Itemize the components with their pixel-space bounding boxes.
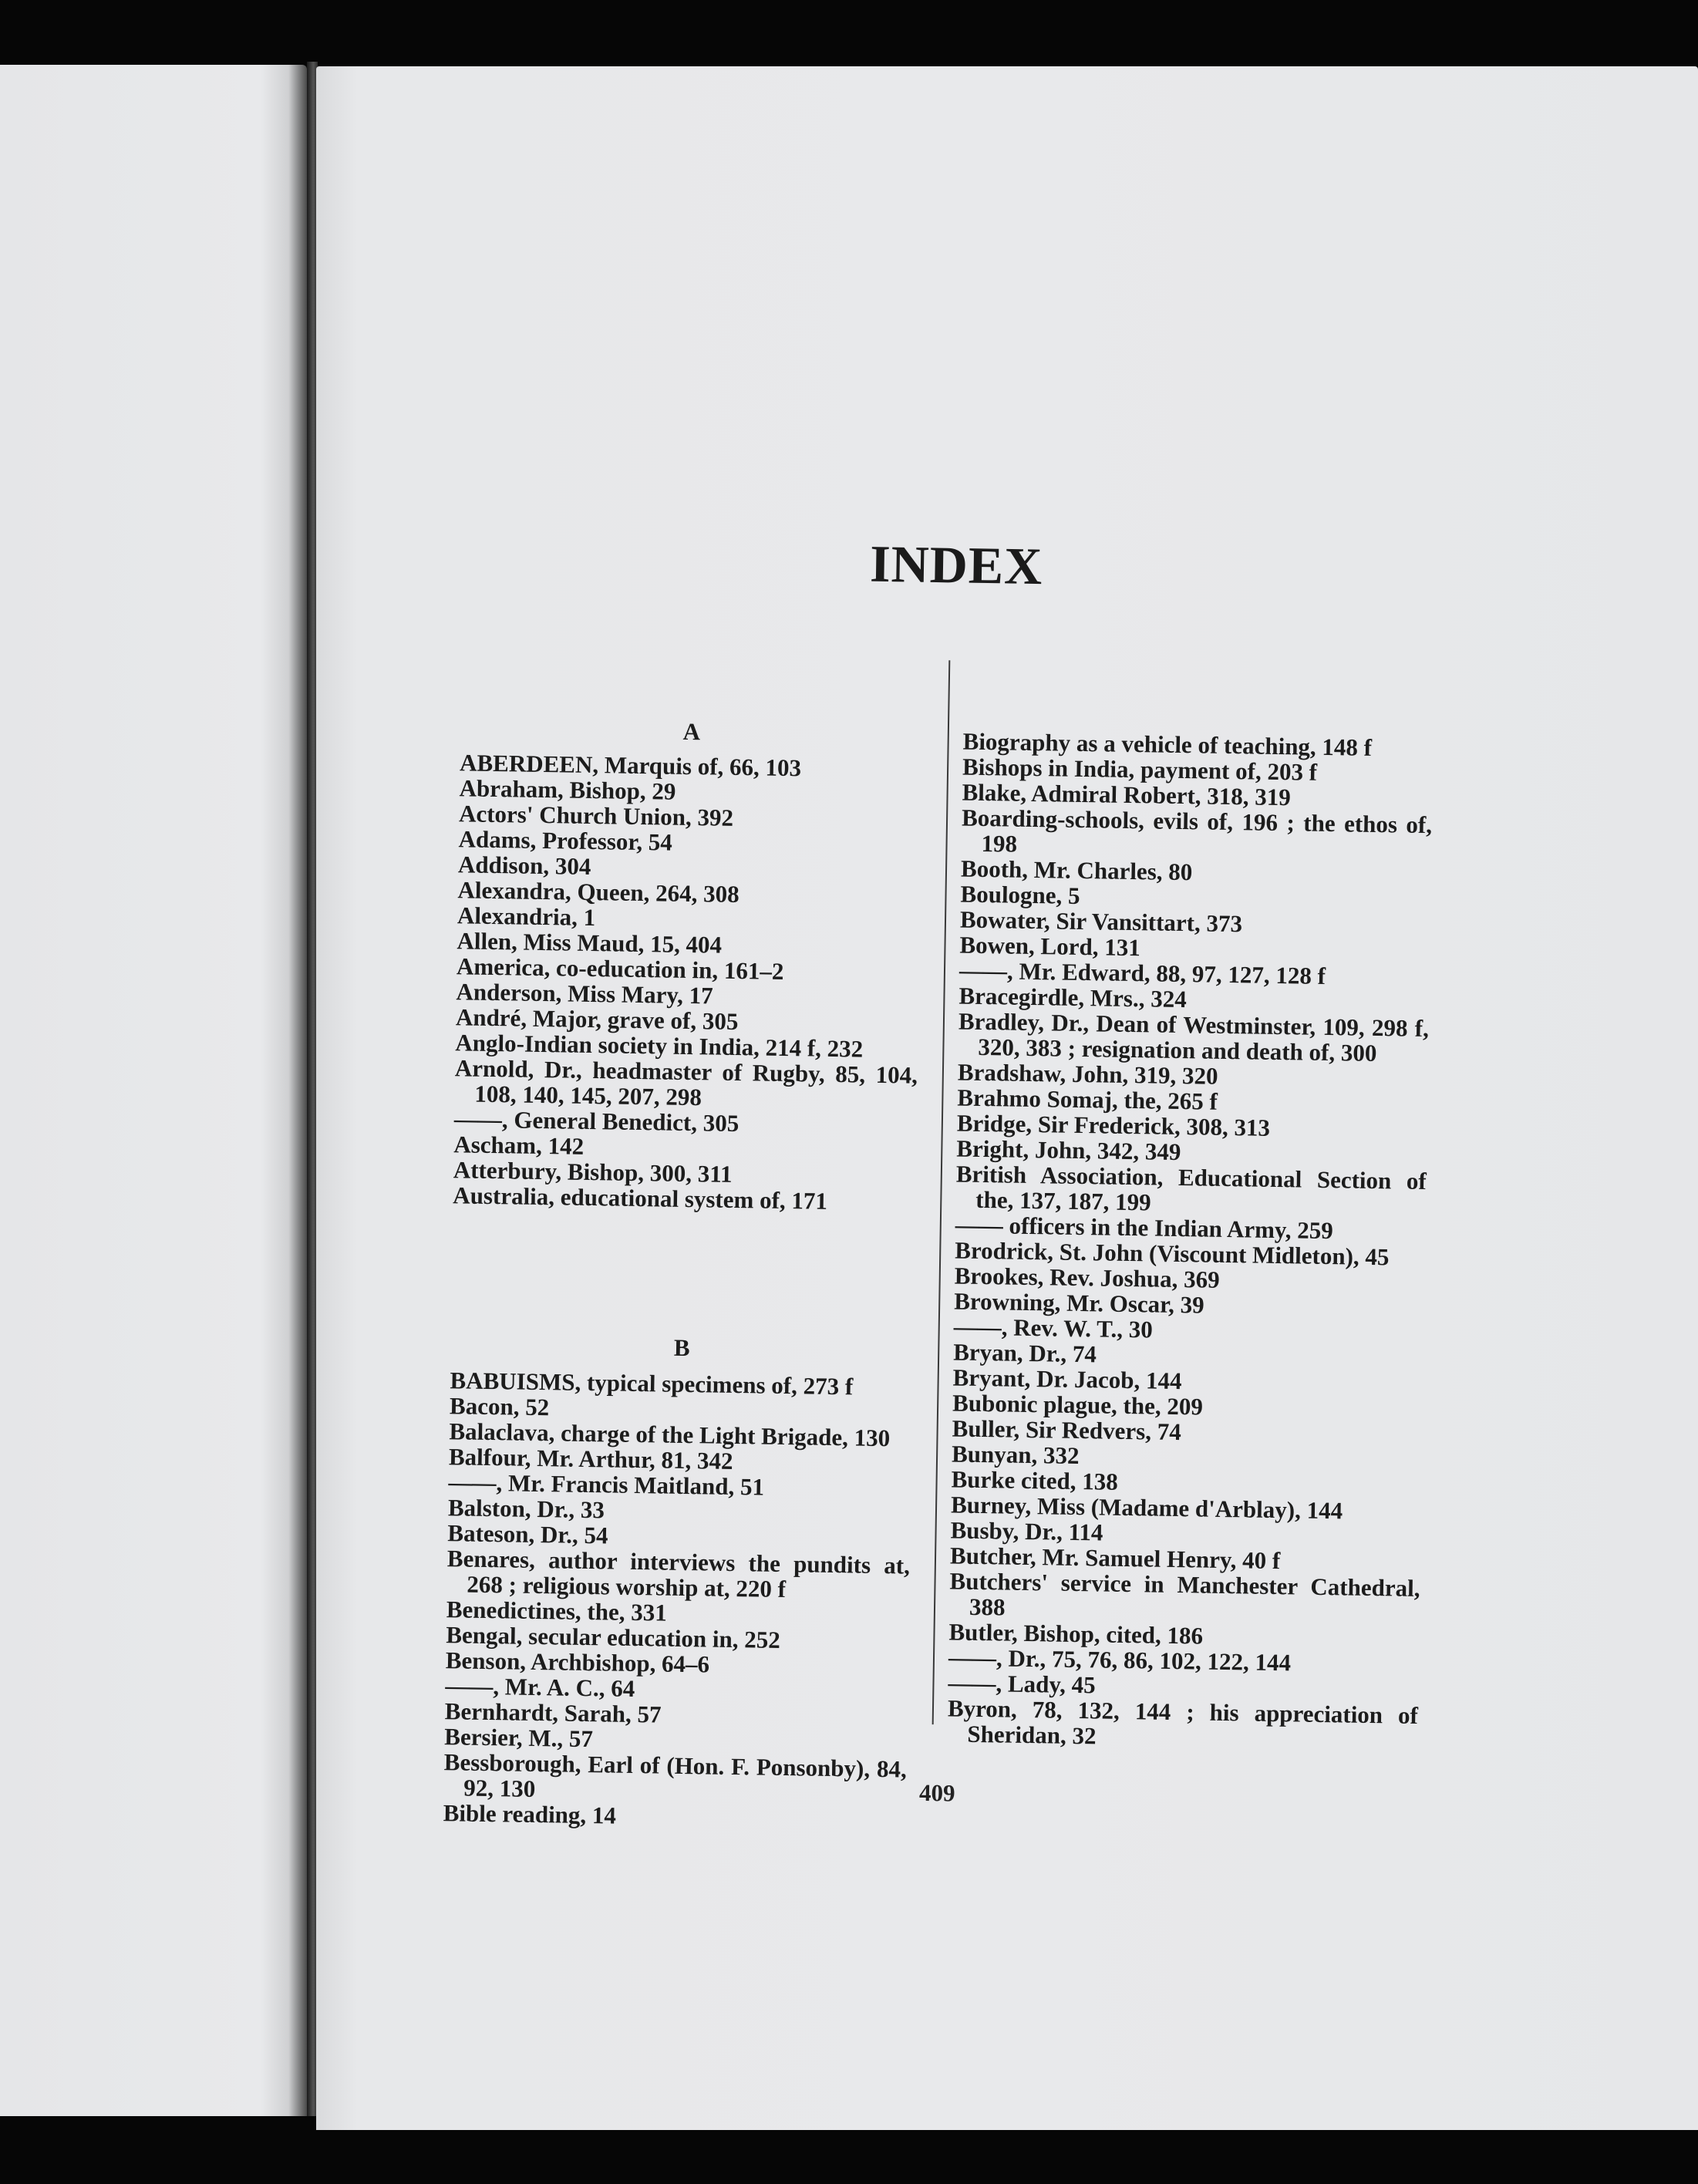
index-entry: Bracegirdle, Mrs., 324: [958, 982, 1188, 1013]
index-entry: Bersier, M., 57: [444, 1723, 594, 1753]
index-entry: Benson, Archbishop, 64–6: [445, 1646, 710, 1678]
index-entry: Bishops in India, payment of, 203 f: [962, 753, 1318, 786]
index-entry: Bubonic plague, the, 209: [952, 1389, 1204, 1421]
index-entry: Butler, Bishop, cited, 186: [948, 1618, 1204, 1650]
index-entry: Benares, author interviews the pundits at, 268 ; religious worship at, 220 f: [446, 1545, 911, 1603]
index-entry: Boulogne, 5: [960, 880, 1080, 909]
index-entry: BABUISMS, typical specimens of, 273 f: [450, 1367, 854, 1400]
index-entry: Abraham, Bishop, 29: [459, 774, 676, 805]
index-entry: ——, General Benedict, 305: [453, 1105, 740, 1138]
index-entry: Bowen, Lord, 131: [959, 931, 1141, 962]
index-entry: Bessborough, Earl of (Hon. F. Ponsonby), 84, 92, 130: [443, 1748, 908, 1803]
index-entry: Balaclava, charge of the Light Brigade, 130: [449, 1417, 891, 1452]
index-entry: Balfour, Mr. Arthur, 81, 342: [448, 1443, 733, 1475]
index-entry: Butcher, Mr. Samuel Henry, 40 f: [949, 1542, 1281, 1575]
index-entry: British Association, Educational Section of the, 137, 187, 199: [955, 1160, 1427, 1216]
page-number: 409: [918, 1778, 955, 1807]
index-entry: Alexandria, 1: [457, 902, 596, 932]
index-entry: Busby, Dr., 114: [950, 1516, 1103, 1546]
section-heading-a: A: [682, 717, 701, 746]
index-entry: Addison, 304: [457, 851, 591, 880]
index-entry: Arnold, Dr., headmaster of Rugby, 85, 104, 108, 140, 145, 207, 298: [454, 1054, 918, 1111]
index-entry: Byron, 78, 132, 144 ; his appreciation of Sheridan, 32: [947, 1694, 1419, 1750]
index-entry: Brodrick, St. John (Viscount Midleton), 45: [955, 1236, 1390, 1271]
index-entry: Burke cited, 138: [951, 1465, 1119, 1495]
index-entry: André, Major, grave of, 305: [455, 1003, 739, 1036]
index-entry: Bright, John, 342, 349: [956, 1134, 1181, 1166]
index-entry: Blake, Admiral Robert, 318, 319: [962, 778, 1292, 811]
left-page: [0, 65, 307, 2116]
index-entry: —— officers in the Indian Army, 259: [955, 1211, 1334, 1245]
index-entry: ABERDEEN, Marquis of, 66, 103: [459, 749, 802, 782]
column-divider: [932, 660, 951, 1724]
index-entry: America, co-education in, 161–2: [456, 952, 784, 985]
index-entry: ——, Mr. Francis Maitland, 51: [448, 1468, 765, 1501]
index-entry: Bradshaw, John, 319, 320: [957, 1058, 1218, 1090]
index-entry: Bunyan, 332: [951, 1440, 1080, 1470]
index-entry: Bryan, Dr., 74: [952, 1338, 1097, 1368]
index-entry: Anglo-Indian society in India, 214 f, 232: [455, 1029, 864, 1063]
index-entry: ——, Mr. Edward, 88, 97, 127, 128 f: [958, 956, 1326, 989]
index-entry: Bridge, Sir Frederick, 308, 313: [956, 1109, 1271, 1141]
index-entry: Brahmo Somaj, the, 265 f: [957, 1084, 1218, 1115]
index-entry: Brookes, Rev. Joshua, 369: [954, 1262, 1220, 1293]
index-entry: Allen, Miss Maud, 15, 404: [457, 927, 723, 959]
index-page: [316, 66, 1698, 2130]
index-entry: Bernhardt, Sarah, 57: [444, 1697, 662, 1728]
index-entry: Bateson, Dr., 54: [447, 1519, 608, 1549]
index-entry: Balston, Dr., 33: [447, 1494, 605, 1524]
index-entry: Anderson, Miss Mary, 17: [456, 978, 713, 1009]
page-title: INDEX: [869, 534, 1043, 596]
index-column-left: [443, 59, 933, 1829]
index-entry: Bowater, Sir Vansittart, 373: [959, 905, 1243, 938]
index-entry: Actors' Church Union, 392: [458, 800, 734, 831]
index-entry: Booth, Mr. Charles, 80: [960, 854, 1193, 886]
index-entry: Butchers' service in Manchester Cathedral, 388: [949, 1567, 1420, 1621]
index-entry: Atterbury, Bishop, 300, 311: [453, 1156, 733, 1188]
index-entry: Browning, Mr. Oscar, 39: [954, 1287, 1204, 1319]
index-entry: Burney, Miss (Madame d'Arblay), 144: [950, 1491, 1343, 1525]
section-heading-b: B: [673, 1333, 690, 1362]
index-entry: Biography as a vehicle of teaching, 148 f: [962, 727, 1373, 761]
index-entry: ——, Dr., 75, 76, 86, 102, 122, 144: [948, 1643, 1292, 1677]
index-entry: Australia, educational system of, 171: [453, 1181, 828, 1215]
index-entry: Bryant, Dr. Jacob, 144: [952, 1363, 1182, 1395]
index-entries-a: [453, 750, 922, 1215]
index-entry: Bradley, Dr., Dean of Westminster, 109, 298 f, 320, 383 ; resignation and death of, 300: [958, 1007, 1430, 1067]
index-entry: Bacon, 52: [449, 1392, 550, 1421]
index-entry: Alexandra, Queen, 264, 308: [457, 876, 740, 908]
index-entry: ——, Mr. A. C., 64: [445, 1672, 635, 1703]
index-entry: ——, Rev. W. T., 30: [953, 1313, 1154, 1343]
index-entry: Buller, Sir Redvers, 74: [952, 1414, 1182, 1446]
index-entry: Ascham, 142: [453, 1131, 585, 1160]
page-content: [299, 57, 1698, 2142]
index-entries-b-continued: [947, 729, 1434, 1754]
index-entry: Boarding-schools, evils of, 196 ; the ethos of, 198: [961, 804, 1433, 858]
index-entry: Bible reading, 14: [443, 1799, 617, 1829]
index-entry: Benedictines, the, 331: [446, 1596, 668, 1626]
index-entry: ——, Lady, 45: [948, 1669, 1096, 1699]
index-entries-b: [443, 1367, 913, 1832]
index-entry: Bengal, secular education in, 252: [446, 1621, 781, 1653]
index-entry: Adams, Professor, 54: [458, 825, 673, 856]
